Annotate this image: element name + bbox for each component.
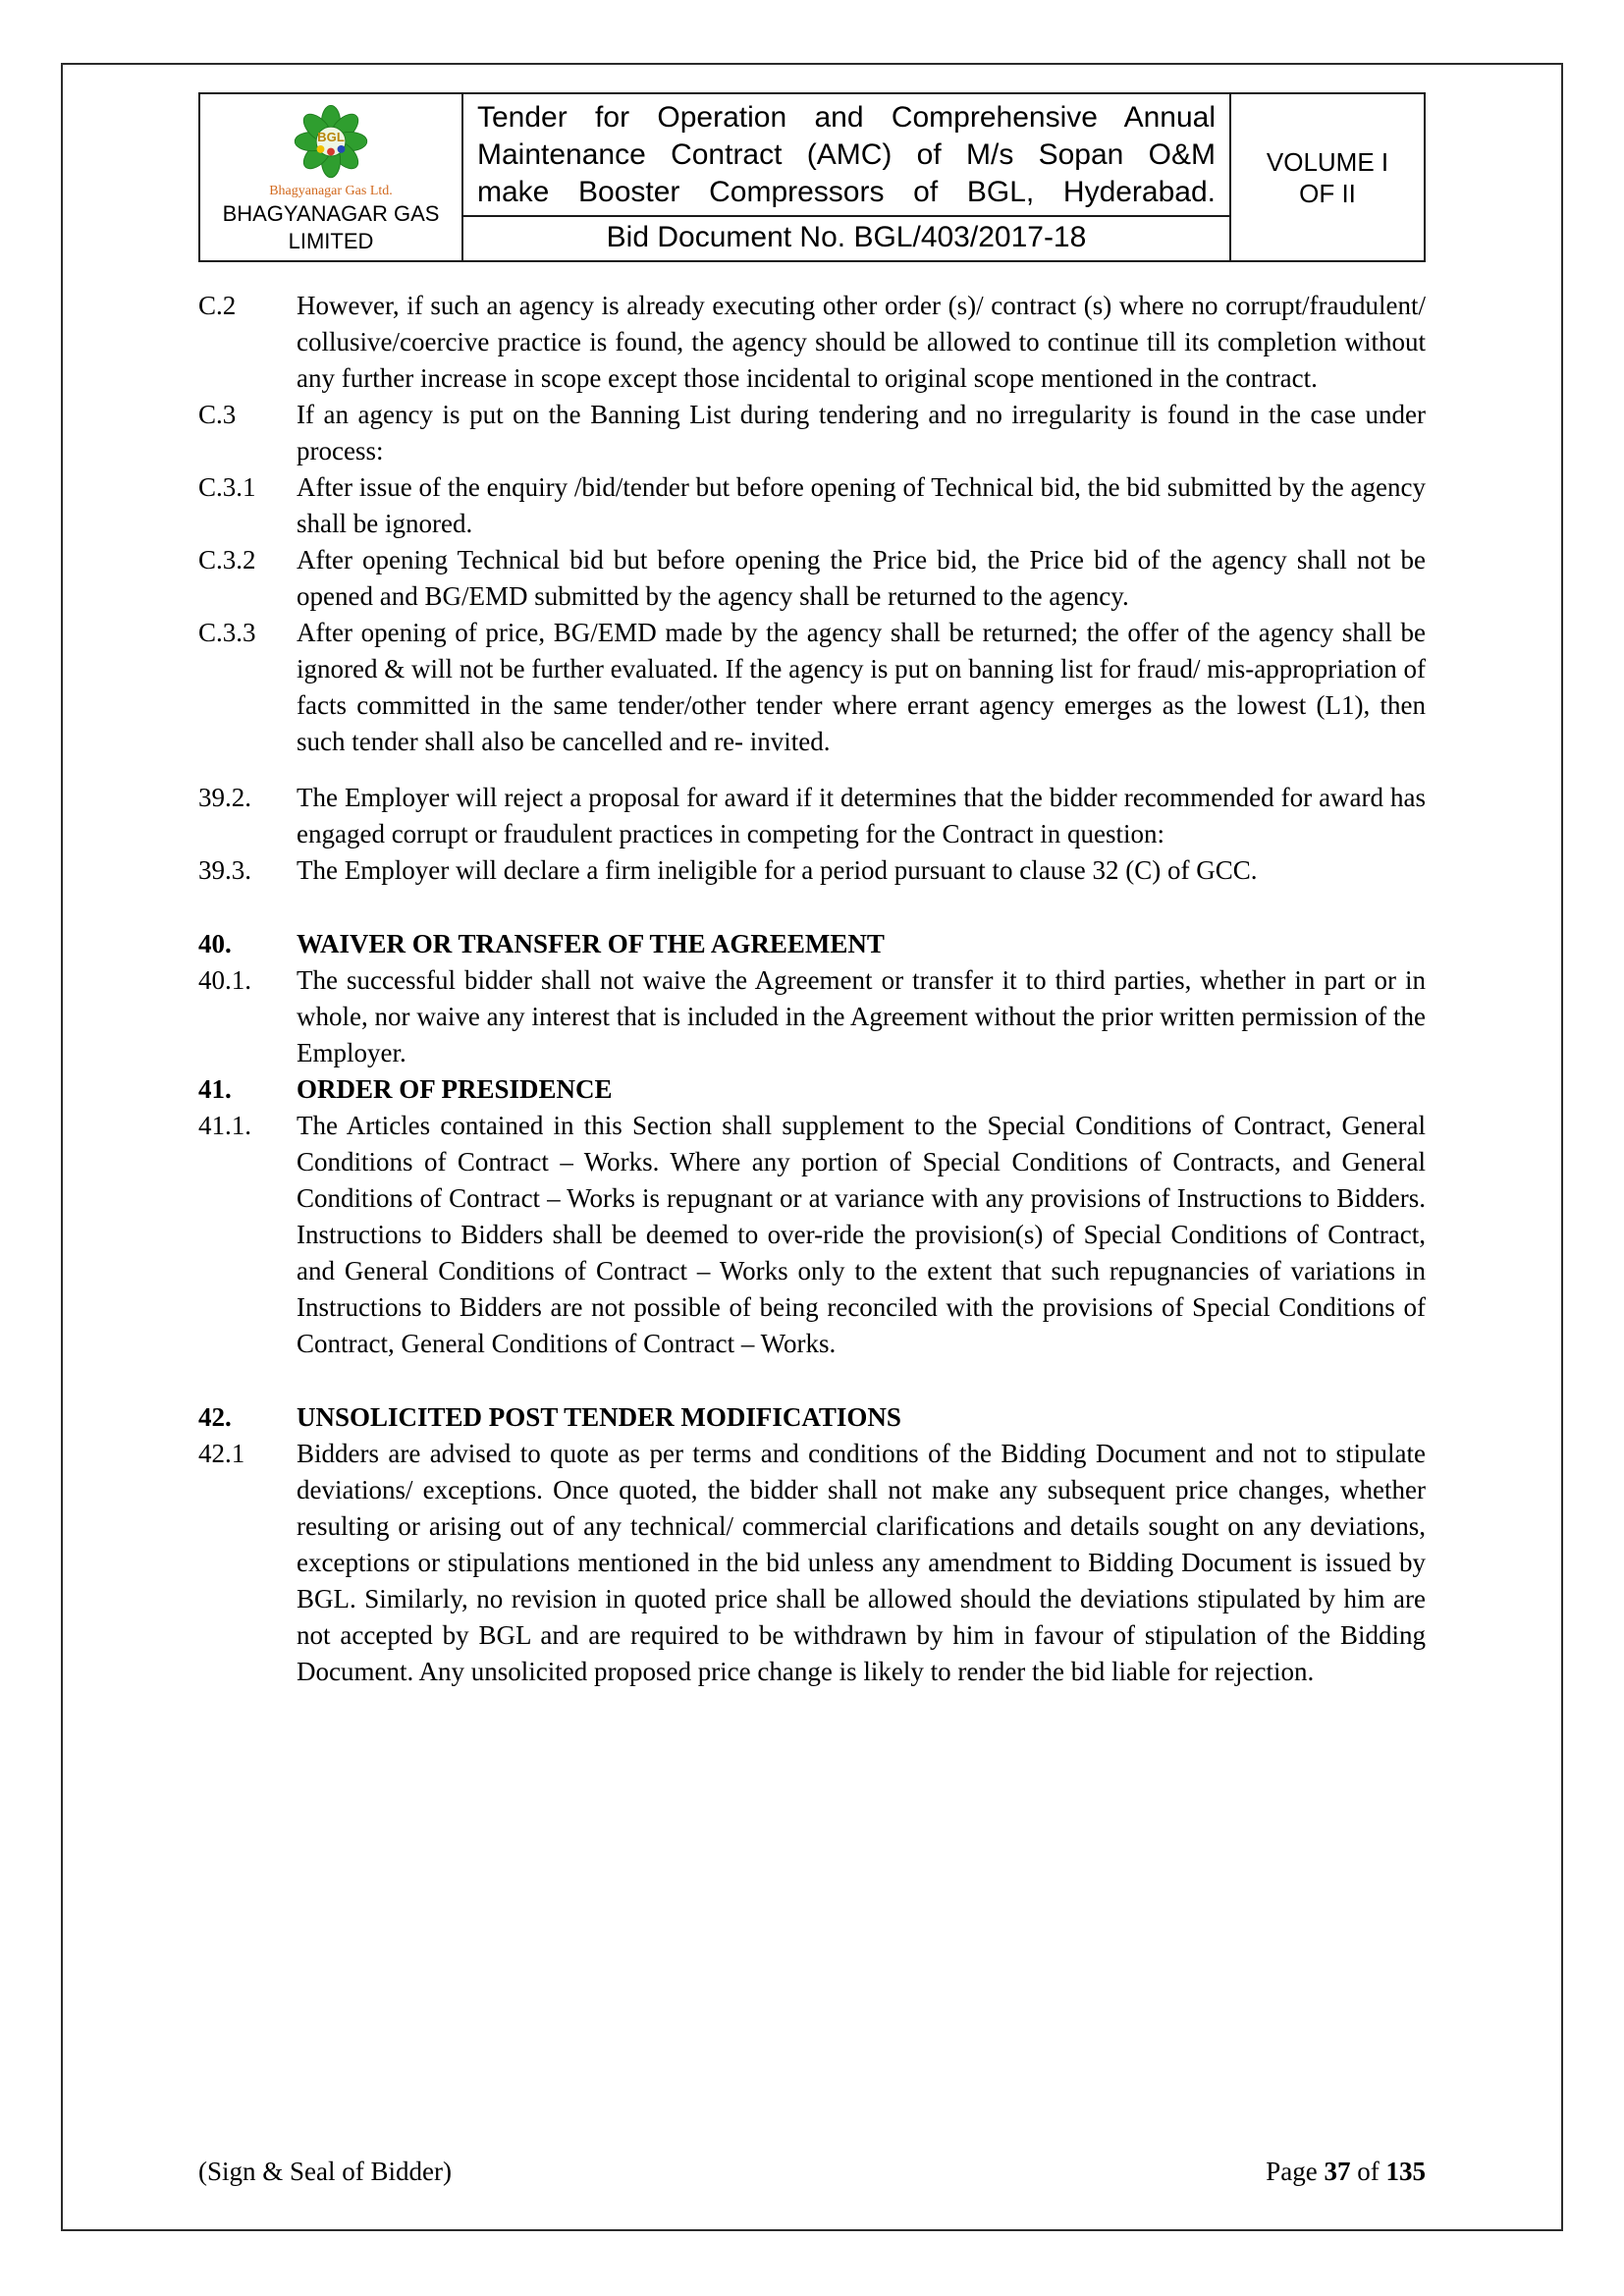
clause-heading-row xyxy=(198,1071,1426,1108)
clause-text: WAIVER OR TRANSFER OF THE AGREEMENT xyxy=(297,929,885,958)
org-name-line1: BHAGYANAGAR GAS xyxy=(222,201,440,226)
clause-row xyxy=(198,615,1426,760)
sign-seal-label: (Sign & Seal of Bidder) xyxy=(198,2157,452,2186)
clause-number: 41.1. xyxy=(198,1111,251,1140)
clause-text: ORDER OF PRESIDENCE xyxy=(297,1074,613,1104)
tender-title xyxy=(463,94,1229,213)
volume-label-line1: VOLUME I xyxy=(1266,146,1389,177)
bid-document-number: Bid Document No. BGL/403/2017-18 xyxy=(463,215,1229,260)
clause-row xyxy=(198,1108,1426,1362)
tender-title-line2: Maintenance Contract (AMC) of M/s Sopan O&M xyxy=(477,138,1216,171)
page-number xyxy=(1266,2155,1426,2188)
clause-row xyxy=(198,1436,1426,1690)
page-border xyxy=(61,63,1563,2231)
clause-number: C.3.2 xyxy=(198,545,256,574)
clause-row xyxy=(198,852,1426,889)
clause-number: 42. xyxy=(198,1402,232,1432)
clause-text: After issue of the enquiry /bid/tender but before opening of Technical bid, the bid submitted by the agency shall be ignored. xyxy=(297,472,1426,538)
clause-number: 39.2. xyxy=(198,783,251,812)
clause-row xyxy=(198,962,1426,1071)
clause-row xyxy=(198,397,1426,469)
clause-number: C.2 xyxy=(198,291,237,320)
clause-row xyxy=(198,469,1426,542)
clause-number: 41. xyxy=(198,1074,232,1104)
clause-text: After opening of price, BG/EMD made by the agency shall be returned; the offer of the agency shall be ignored & will not be further evaluated. If the agency is put on banning list for fraud/ mis-appropriation of facts committed in the same tender/other tender where errant agency emerges as the lowest (L1), then such tender shall also be cancelled and re- invited. xyxy=(297,618,1426,756)
clause-number: C.3.1 xyxy=(198,472,256,502)
clause-text: The Employer will reject a proposal for award if it determines that the bidder recommended for award has engaged corrupt or fraudulent practices in competing for the Contract in question: xyxy=(297,783,1426,848)
clause-text: If an agency is put on the Banning List during tendering and no irregularity is found in the case under process: xyxy=(297,400,1426,465)
page-word: Page xyxy=(1266,2157,1318,2186)
clause-row xyxy=(198,780,1426,852)
clause-number: 42.1 xyxy=(198,1439,245,1468)
title-cell xyxy=(463,94,1231,260)
page-number-value: 37 xyxy=(1324,2157,1351,2186)
clause-heading-row xyxy=(198,926,1426,962)
logo-monogram: BGL xyxy=(317,130,345,144)
clause-number: C.3.3 xyxy=(198,618,256,647)
of-word: of xyxy=(1357,2157,1380,2186)
logo-caption: Bhagyanagar Gas Ltd. xyxy=(269,184,393,198)
tender-title-line3: make Booster Compressors of BGL, Hyderabad. xyxy=(477,176,1216,208)
clause-text: The successful bidder shall not waive the Agreement or transfer it to third parties, whether in part or in whole, nor waive any interest that is included in the Agreement without the prior written permission of the Employer. xyxy=(297,965,1426,1067)
clause-number: 40.1. xyxy=(198,965,251,995)
volume-label-line2: OF II xyxy=(1299,178,1356,208)
clause-text: However, if such an agency is already executing other order (s)/ contract (s) where no corrupt/fraudulent/ collusive/coercive practice is found, the agency should be allowed to continue till its completion without any further increase in scope except those incidental to original scope mentioned in the contract. xyxy=(297,291,1426,393)
header-table xyxy=(198,92,1426,262)
clause-number: 39.3. xyxy=(198,855,251,885)
clause-text: The Employer will declare a firm ineligible for a period pursuant to clause 32 (C) of GCC. xyxy=(297,855,1258,885)
clause-heading-row xyxy=(198,1399,1426,1436)
clause-number: 40. xyxy=(198,929,232,958)
clause-text: Bidders are advised to quote as per terms and conditions of the Bidding Document and not to stipulate deviations/ exceptions. Once quoted, the bidder shall not make any subsequent price changes, whether resulting or arising out of any technical/ commercial clarifications and details sought on any deviations, exceptions or stipulations mentioned in the bid unless any amendment to Bidding Document is issued by BGL. Similarly, no revision in quoted price shall be allowed should the deviations stipulated by him are not accepted by BGL and are required to be withdrawn by him in favour of stipulation of the Bidding Document. Any unsolicited proposed price change is likely to render the bid liable for rejection. xyxy=(297,1439,1426,1686)
total-pages-value: 135 xyxy=(1385,2157,1426,2186)
clause-row xyxy=(198,542,1426,615)
org-name-line2: LIMITED xyxy=(288,229,374,253)
clause-number: C.3 xyxy=(198,400,237,429)
tender-title-line1: Tender for Operation and Comprehensive Annual xyxy=(477,101,1216,134)
clause-text: UNSOLICITED POST TENDER MODIFICATIONS xyxy=(297,1402,901,1432)
clause-row xyxy=(198,288,1426,397)
logo-cell xyxy=(200,94,463,260)
clause-text: The Articles contained in this Section shall supplement to the Special Conditions of Contract, General Conditions of Contract – Works. Where any portion of Special Conditions of Contracts, and General Conditions of Contract – Works is repugnant or at variance with any provisions of Instructions to Bidders. Instructions to Bidders shall be deemed to over-ride the provision(s) of Special Conditions of Contract, and General Conditions of Contract – Works only to the extent that such repugnancies of variations in Instructions to Bidders are not possible of being reconciled with the provisions of Special Conditions of Contract, General Conditions of Contract – Works. xyxy=(297,1111,1426,1358)
clause-list xyxy=(198,288,1426,2155)
bgl-logo-icon xyxy=(288,100,374,183)
volume-cell xyxy=(1231,94,1424,260)
clause-text: After opening Technical bid but before opening the Price bid, the Price bid of the agency shall not be opened and BG/EMD submitted by the agency shall be returned to the agency. xyxy=(297,545,1426,611)
footer xyxy=(198,2155,1426,2188)
